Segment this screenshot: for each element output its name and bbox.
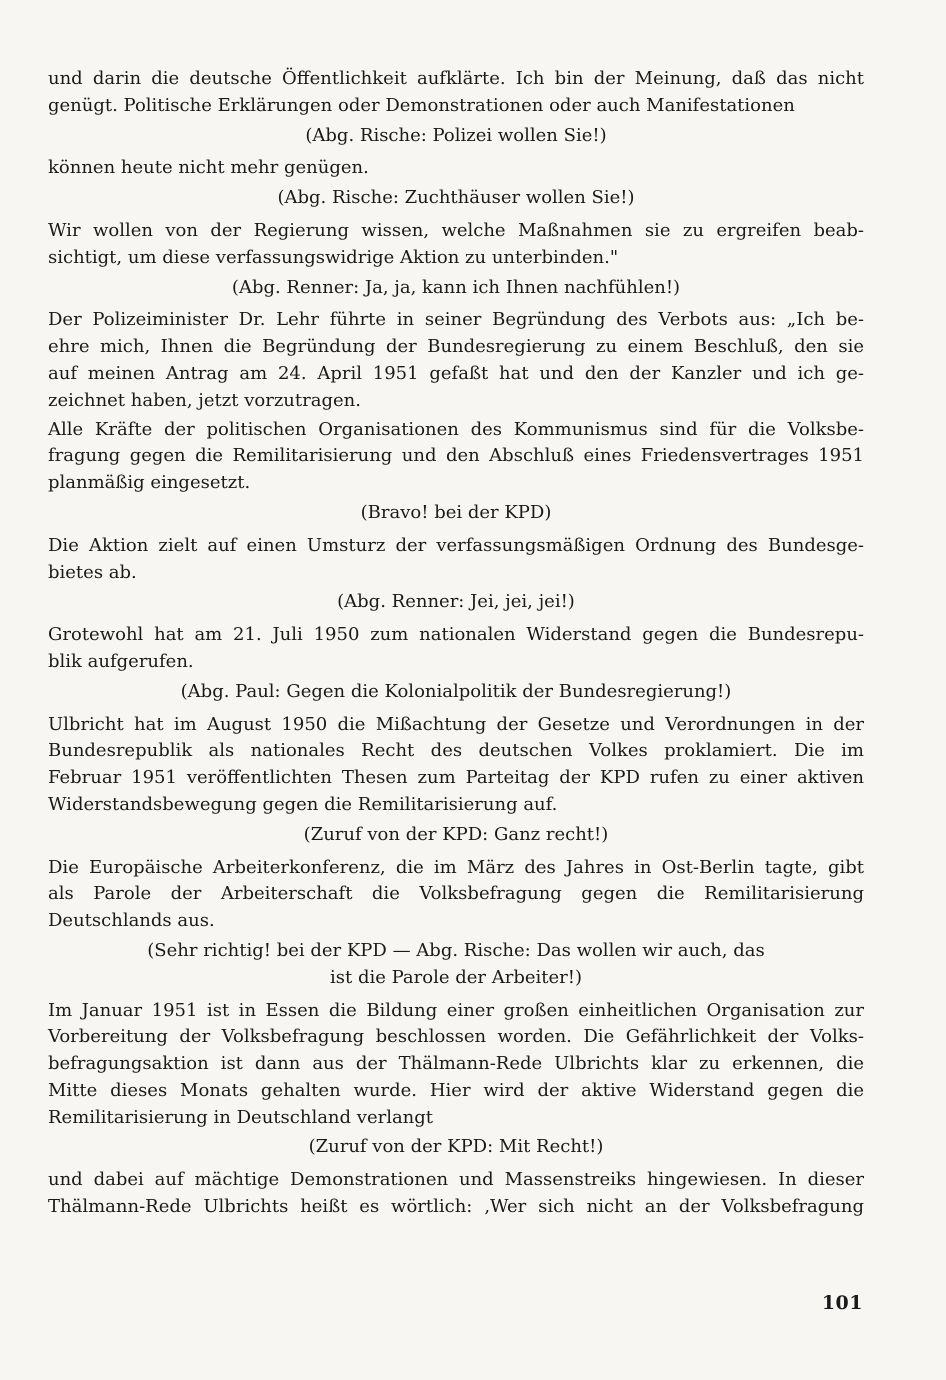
text-line: fragung gegen die Remilitarisierung und den Abschluß eines Friedensvertrages 1951	[48, 445, 864, 467]
interjection	[48, 1134, 864, 1161]
interjection	[48, 500, 864, 527]
paragraph	[48, 307, 864, 414]
text-line: ist die Parole der Arbeiter!)	[330, 966, 582, 988]
paragraph	[48, 712, 864, 819]
paragraph	[48, 533, 864, 587]
text-line: und darin die deutsche Öffentlichkeit aufklärte. Ich bin der Meinung, daß das nicht	[48, 68, 864, 89]
text-line: sichtigt, um diese verfassungswidrige Aktion zu unterbinden."	[48, 246, 619, 268]
text-line: planmäßig eingesetzt.	[48, 472, 251, 494]
paragraph	[48, 622, 864, 676]
text-line: zeichnet haben, jetzt vorzutragen.	[48, 389, 361, 411]
text-line: (Abg. Paul: Gegen die Kolonialpolitik der Bundesregierung!)	[180, 680, 732, 702]
text-line: Wir wollen von der Regierung wissen, welche Maßnahmen sie zu ergreifen beab-	[48, 219, 864, 241]
text-line: (Abg. Rische: Polizei wollen Sie!)	[305, 124, 607, 146]
paragraph	[48, 66, 864, 120]
paragraph	[48, 417, 864, 497]
text-line: blik aufgerufen.	[48, 650, 194, 672]
paragraph	[48, 218, 864, 272]
document-page	[48, 66, 864, 1223]
text-line: (Abg. Renner: Ja, ja, kann ich Ihnen nachfühlen!)	[231, 276, 681, 298]
interjection	[48, 822, 864, 849]
paragraph	[48, 1167, 864, 1221]
text-line: befragungsaktion ist dann aus der Thälmann-Rede Ulbrichts klar zu erkennen, die	[48, 1053, 864, 1075]
paragraph	[48, 998, 864, 1132]
text-line: (Bravo! bei der KPD)	[360, 501, 552, 523]
text-line: Februar 1951 veröffentlichten Thesen zum Parteitag der KPD rufen zu einer aktiven	[48, 767, 864, 789]
text-line: Im Januar 1951 ist in Essen die Bildung einer großen einheitlichen Organisation zur	[48, 999, 864, 1021]
text-line: Remilitarisierung in Deutschland verlangt	[48, 1106, 434, 1128]
interjection	[48, 185, 864, 212]
text-line: Der Polizeiminister Dr. Lehr führte in seiner Begründung des Verbots aus: „Ich be-	[48, 309, 864, 331]
text-line: Die Aktion zielt auf einen Umsturz der verfassungsmäßigen Ordnung des Bundesge-	[48, 534, 864, 556]
text-line: (Abg. Renner: Jei, jei, jei!)	[337, 591, 575, 613]
text-line: bietes ab.	[48, 561, 137, 583]
text-line: Die Europäische Arbeiterkonferenz, die im März des Jahres in Ost-Berlin tagte, gibt	[48, 856, 864, 878]
text-line: Ulbricht hat im August 1950 die Mißachtung der Gesetze und Verordnungen in der	[48, 713, 864, 735]
text-line: (Zuruf von der KPD: Ganz recht!)	[303, 823, 609, 845]
text-line: Vorbereitung der Volksbefragung beschlossen worden. Die Gefährlichkeit der Volks-	[48, 1026, 864, 1048]
text-line: genügt. Politische Erklärungen oder Demonstrationen oder auch Manifestationen	[48, 94, 795, 116]
text-line: als Parole der Arbeiterschaft die Volksbefragung gegen die Remilitarisierung	[48, 883, 864, 905]
text-line: Bundesrepublik als nationales Recht des deutschen Volkes proklamiert. Die im	[48, 740, 864, 762]
text-line: und dabei auf mächtige Demonstrationen und Massenstreiks hingewiesen. In dieser	[48, 1169, 864, 1191]
text-line: Grotewohl hat am 21. Juli 1950 zum nationalen Widerstand gegen die Bundesrepu-	[48, 624, 864, 646]
interjection	[48, 275, 864, 302]
text-line: Mitte dieses Monats gehalten wurde. Hier wird der aktive Widerstand gegen die	[48, 1079, 864, 1101]
text-line: ehre mich, Ihnen die Begründung der Bundesregierung zu einem Beschluß, den sie	[48, 336, 864, 358]
text-line: auf meinen Antrag am 24. April 1951 gefaßt hat und den der Kanzler und ich ge-	[48, 362, 864, 384]
text-line: Widerstandsbewegung gegen die Remilitarisierung auf.	[48, 793, 558, 815]
paragraph	[48, 155, 864, 182]
text-line: (Abg. Rische: Zuchthäuser wollen Sie!)	[277, 187, 635, 209]
text-line: können heute nicht mehr genügen.	[48, 157, 369, 179]
interjection	[48, 589, 864, 616]
paragraph	[48, 855, 864, 935]
page-number: 101	[821, 1292, 863, 1314]
text-line: Deutschlands aus.	[48, 910, 215, 932]
text-line: (Sehr richtig! bei der KPD — Abg. Rische: Das wollen wir auch, das	[147, 939, 765, 961]
text-line: Alle Kräfte der politischen Organisationen des Kommunismus sind für die Volksbe-	[48, 418, 864, 440]
interjection	[48, 679, 864, 706]
text-line: (Zuruf von der KPD: Mit Recht!)	[308, 1136, 604, 1158]
interjection	[48, 938, 864, 992]
text-line: Thälmann-Rede Ulbrichts heißt es wörtlich: ‚Wer sich nicht an der Volksbefragung	[48, 1196, 864, 1218]
interjection	[48, 123, 864, 150]
